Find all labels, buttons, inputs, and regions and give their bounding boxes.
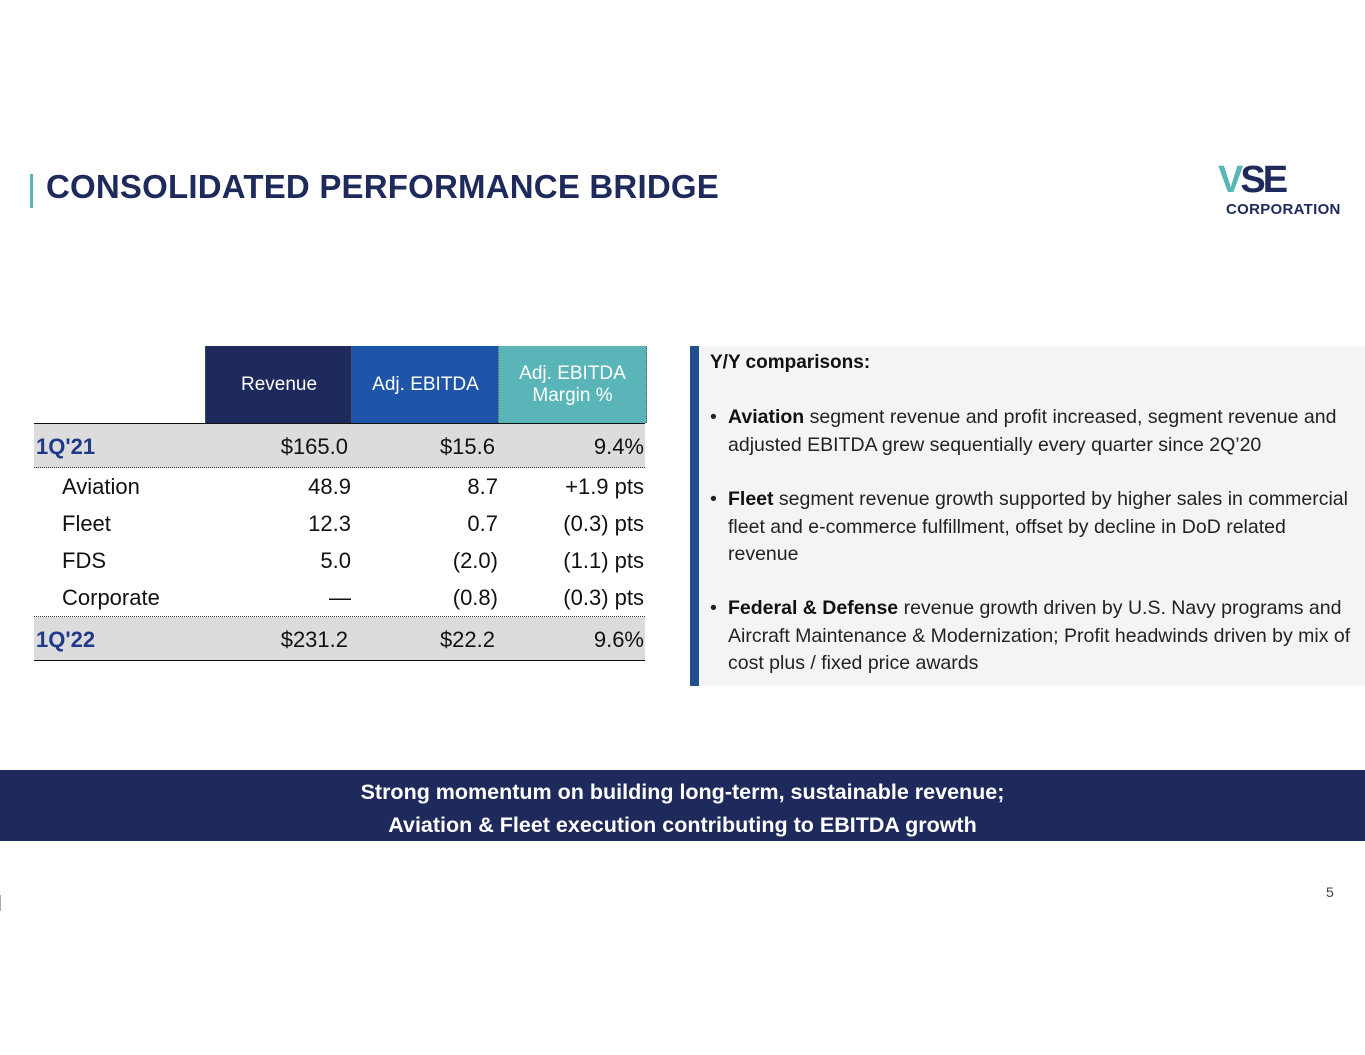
header-revenue: Revenue: [205, 346, 352, 423]
panel-title: Y/Y comparisons:: [710, 352, 871, 373]
margin-cell: (0.3) pts: [563, 511, 644, 536]
ebitda-cell: $22.2: [439, 627, 495, 652]
row-label: FDS: [62, 548, 106, 573]
table-header: [34, 346, 645, 424]
row-label: 1Q'22: [36, 627, 96, 652]
bullet-dot: •: [710, 597, 717, 619]
margin-cell: 9.4%: [593, 434, 644, 459]
vse-logo: [1212, 159, 1341, 222]
bullet-lead: Fleet: [728, 488, 774, 510]
bullet-lead: Aviation: [728, 406, 805, 428]
title-accent-bar: [30, 174, 33, 208]
revenue-cell: 12.3: [308, 511, 351, 536]
margin-cell: 9.6%: [593, 627, 644, 652]
revenue-cell: $231.2: [280, 627, 348, 652]
table-row-1q22: [34, 617, 645, 661]
ebitda-cell: $15.6: [439, 434, 495, 459]
page-number: 5: [1326, 884, 1334, 900]
table-row-fleet: [34, 505, 645, 542]
row-label: Fleet: [62, 511, 111, 536]
bullet-text: revenue growth driven by U.S. Navy programs and Aircraft Maintenance & Modernization; Profit headwinds driven by mix of cost plus / fixed price awards: [728, 597, 1351, 674]
bullet-dot: •: [710, 406, 717, 428]
row-label: 1Q'21: [36, 434, 96, 459]
yy-comparisons-panel: [690, 346, 1365, 686]
bullet-lead: Federal & Defense: [728, 597, 899, 619]
table-row-aviation: [34, 468, 645, 505]
margin-cell: +1.9 pts: [565, 474, 644, 499]
banner-line-1: Strong momentum on building long-term, sustainable revenue;: [360, 780, 1005, 804]
revenue-cell: 48.9: [308, 474, 351, 499]
logo-subtitle: CORPORATION: [1226, 201, 1341, 218]
ebitda-cell: (0.8): [452, 585, 498, 610]
table-row-fds: [34, 542, 645, 579]
revenue-cell: —: [329, 585, 351, 610]
ebitda-cell: 8.7: [467, 474, 498, 499]
margin-cell: (1.1) pts: [563, 548, 644, 573]
bullet-federal-defense: [710, 595, 1360, 678]
row-label: Aviation: [62, 474, 140, 499]
banner-line-2: Aviation & Fleet execution contributing to EBITDA growth: [388, 813, 977, 837]
bullet-text: segment revenue and profit increased, segment revenue and adjusted EBITDA grew sequentially every quarter since 2Q’20: [728, 406, 1337, 456]
revenue-cell: $165.0: [280, 434, 348, 459]
ebitda-cell: 0.7: [467, 511, 498, 536]
ebitda-cell: (2.0): [452, 548, 498, 573]
bullet-dot: •: [710, 488, 717, 510]
bullet-aviation: [710, 404, 1360, 459]
performance-bridge-table: [34, 346, 645, 661]
header-adj-ebitda-margin: Adj. EBITDA Margin %: [498, 346, 647, 423]
header-adj-ebitda: Adj. EBITDA: [351, 346, 499, 423]
summary-banner: [0, 770, 1365, 841]
revenue-cell: 5.0: [320, 548, 351, 573]
margin-cell: (0.3) pts: [563, 585, 644, 610]
table-row-1q21: [34, 424, 645, 468]
table-row-corporate: [34, 579, 645, 617]
row-label: Corporate: [62, 585, 160, 610]
logo-mark: VSE: [1218, 159, 1286, 201]
left-edge-tick: [0, 895, 1, 911]
bullet-fleet: [710, 486, 1360, 569]
bullet-text: segment revenue growth supported by higher sales in commercial fleet and e-commerce fulfillment, offset by decline in DoD related revenue: [728, 488, 1348, 565]
page-title: CONSOLIDATED PERFORMANCE BRIDGE: [46, 168, 719, 205]
